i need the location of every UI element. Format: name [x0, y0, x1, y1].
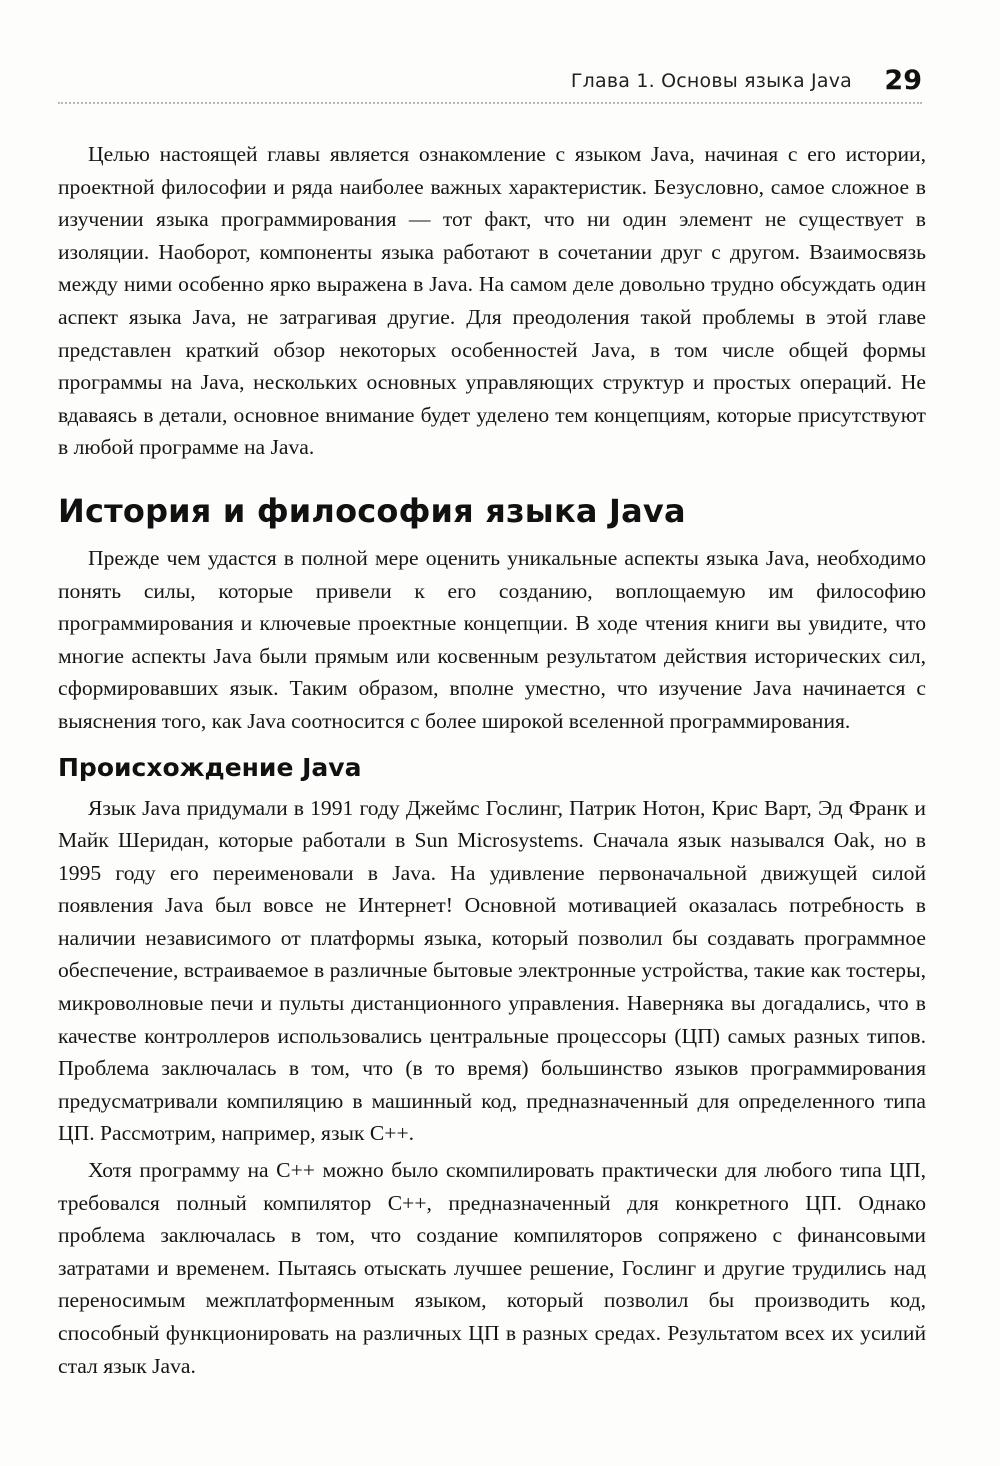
origin-paragraph-2: Хотя программу на C++ можно было скомпилировать практически для любого типа ЦП, требовался полный компилятор C++, предназначенный для конкретного ЦП. Однако проблема заключалась в том, что создание компиляторов сопряжено с финансовыми затратами и временем. Пытаясь отыскать лучшее решение, Гослинг и другие трудились над переносимым межплатформенным языком, который позволил бы производить код, способный функционировать на различных ЦП в разных средах. Результатом всех их усилий стал язык Java. — [58, 1158, 926, 1378]
section-heading: История и философия языка Java — [58, 491, 686, 530]
origin-paragraph-1: Язык Java придумали в 1991 году Джеймс Гослинг, Патрик Нотон, Крис Варт, Эд Франк и Майк Шеридан, которые работали в Sun Microsystems. Сначала язык назывался Oak, но в 1995 году его переименовали в Java. На удивление первоначальной движущей силой появления Java был вовсе не Интернет! Основной мотивацией оказалась потребность в наличии независимого от платформы языка, который позволил бы создавать программное обеспечение, встраиваемое в различные бытовые электронные устройства, такие как тостеры, микроволновые печи и пульты дистанционного управления. Наверняка вы догадались, что в качестве контроллеров использовались центральные процессоры (ЦП) самых разных типов. Проблема заключалась в том, что (в то время) большинство языков программирования предусматривали компиляцию в машинный код, предназначенный для определенного типа ЦП. Рассмотрим, например, язык C++. — [58, 795, 926, 1146]
subsection-heading: Происхождение Java — [58, 752, 362, 782]
intro-paragraph: Целью настоящей главы является ознакомление с языком Java, начиная с его истории, проектной философии и ряда наиболее важных характеристик. Безусловно, самое сложное в изучении языка программирования — тот факт, что ни один элемент не существует в изоляции. Наоборот, компоненты языка работают в сочетании друг с другом. Взаимосвязь между ними особенно ярко выражена в Java. На самом деле довольно трудно обсуждать один аспект языка Java, не затрагивая другие. Для преодоления такой проблемы в этой главе представлен краткий обзор некоторых особенностей Java, в том числе общей формы программы на Java, нескольких основных управляющих структур и простых операций. Не вдаваясь в детали, основное внимание будет уделено тем концепциям, которые присутствуют в любой программе на Java. — [58, 142, 926, 460]
page-content — [58, 138, 926, 1382]
section-paragraph: Прежде чем удастся в полной мере оценить уникальные аспекты языка Java, необходимо понять силы, которые привели к его созданию, воплощаемую им философию программирования и ключевые проектные концепции. В ходе чтения книги вы увидите, что многие аспекты Java были прямым или косвенным результатом действия исторических сил, сформировавших язык. Таким образом, вполне уместно, что изучение Java начинается с выяснения того, как Java соотносится с более широкой вселенной программирования. — [58, 545, 926, 733]
page-number: 29 — [884, 65, 922, 96]
running-header — [58, 65, 922, 104]
chapter-title: Глава 1. Основы языка Java — [570, 70, 852, 92]
